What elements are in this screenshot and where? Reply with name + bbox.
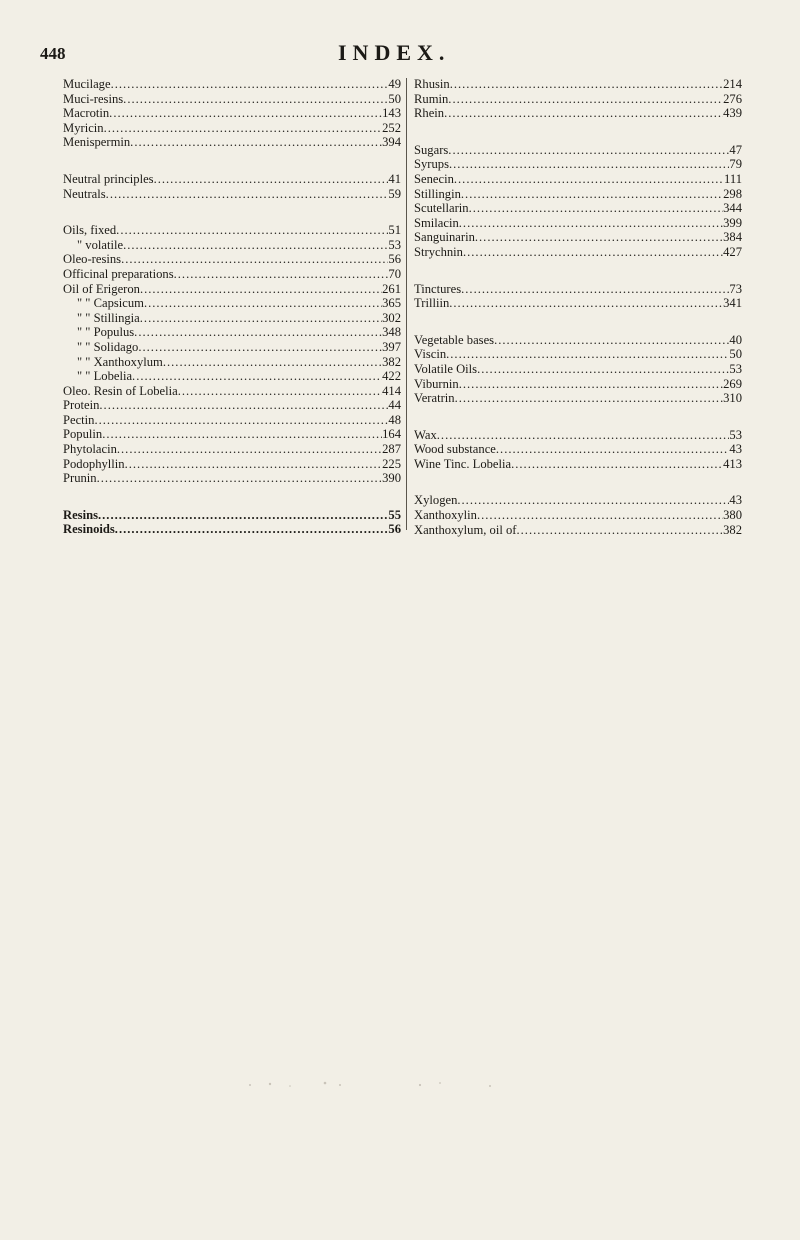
index-term: Smilacin (414, 215, 459, 230)
index-entry (63, 325, 401, 340)
index-entry (63, 282, 401, 297)
leader-dots (138, 340, 382, 355)
index-page-number: 414 (382, 383, 401, 398)
index-page-number: 382 (382, 354, 401, 369)
index-page-number: 53 (729, 427, 742, 442)
index-page-number: 413 (723, 456, 742, 471)
index-column-right (414, 77, 742, 537)
index-term: Volatile Oils (414, 361, 478, 376)
index-page-number: 56 (388, 522, 401, 537)
index-term: Oil of Erigeron (63, 281, 140, 296)
group-spacer (414, 121, 742, 143)
index-page-number: 59 (388, 186, 401, 201)
index-page-number: 382 (723, 522, 742, 537)
index-term: Xanthoxylin (414, 508, 477, 523)
index-entry (414, 442, 742, 457)
index-entry (414, 216, 742, 231)
index-term: Tinctures (414, 281, 462, 296)
index-term: Rumin (414, 91, 449, 106)
index-term: Oleo. Resin of Lobelia (63, 383, 178, 398)
index-entry (414, 106, 742, 121)
index-term: Neutral principles (63, 171, 154, 186)
index-page-number: 269 (723, 376, 742, 391)
index-page-number: 365 (382, 296, 401, 311)
index-entry (414, 172, 742, 187)
index-entry (63, 238, 401, 253)
index-page-number: 47 (729, 142, 742, 157)
index-page-number: 164 (382, 427, 401, 442)
index-term: Resinoids (63, 522, 115, 537)
index-page-number: 55 (388, 507, 401, 522)
index-page-number: 252 (382, 120, 401, 135)
index-entry (414, 333, 742, 348)
group-spacer (414, 471, 742, 493)
index-term: Veratrin (414, 391, 455, 406)
leader-dots (134, 325, 382, 340)
leader-dots (475, 230, 723, 245)
index-term: " " Stillingia (77, 310, 140, 325)
index-page-number: 397 (382, 339, 401, 354)
leader-dots (463, 245, 723, 260)
index-page-number: 287 (382, 442, 401, 457)
index-page-number: 41 (388, 171, 401, 186)
leader-dots (496, 442, 730, 457)
index-entry (414, 362, 742, 377)
leader-dots (123, 238, 388, 253)
index-term: " " Capsicum (77, 296, 144, 311)
leader-dots (109, 106, 382, 121)
index-page-number: 53 (729, 361, 742, 376)
index-entry (414, 296, 742, 311)
group-spacer (414, 406, 742, 428)
index-term: Sanguinarin (414, 230, 475, 245)
index-term: Wax (414, 427, 437, 442)
index-entry (414, 377, 742, 392)
index-term: Neutrals (63, 186, 106, 201)
index-entry (414, 143, 742, 158)
leader-dots (449, 157, 729, 172)
leader-dots (130, 135, 382, 150)
index-page-number: 56 (388, 252, 401, 267)
index-entry (414, 201, 742, 216)
leader-dots (98, 508, 388, 523)
index-term: Xanthoxylum, oil of (414, 522, 517, 537)
leader-dots (125, 457, 383, 472)
index-page-number: 43 (729, 442, 742, 457)
index-entry (63, 223, 401, 238)
index-entry (63, 311, 401, 326)
leader-dots (111, 77, 389, 92)
index-term: Rhusin (414, 77, 450, 91)
leader-dots (455, 391, 724, 406)
index-page-number: 48 (388, 412, 401, 427)
index-page-number: 261 (382, 281, 401, 296)
index-page-number: 73 (729, 281, 742, 296)
index-term: Rhein (414, 106, 445, 121)
index-entry (414, 282, 742, 297)
index-term: Sugars (414, 142, 449, 157)
index-entry (63, 369, 401, 384)
index-page-number: 79 (729, 157, 742, 172)
leader-dots (511, 457, 723, 472)
index-term: Wine Tinc. Lobelia (414, 456, 512, 471)
index-entry (63, 427, 401, 442)
leader-dots (140, 282, 382, 297)
index-term: Pectin (63, 412, 95, 427)
index-term: Oils, fixed (63, 223, 117, 238)
index-entry (414, 508, 742, 523)
index-page-number: 70 (388, 266, 401, 281)
index-page-number: 49 (388, 77, 401, 91)
leader-dots (97, 471, 383, 486)
index-page-number: 40 (729, 332, 742, 347)
leader-dots (116, 223, 388, 238)
index-entry (63, 172, 401, 187)
index-entry (414, 457, 742, 472)
index-term: Vegetable bases (414, 332, 495, 347)
index-page-number: 380 (723, 508, 742, 523)
leader-dots (454, 172, 724, 187)
group-spacer (414, 311, 742, 333)
index-term: Phytolacin (63, 442, 117, 457)
index-entry (63, 77, 401, 92)
index-term: Protein (63, 398, 100, 413)
leader-dots (446, 347, 729, 362)
leader-dots (178, 384, 382, 399)
index-entry (414, 493, 742, 508)
leader-dots (494, 333, 729, 348)
index-entry (63, 522, 401, 537)
leader-dots (477, 508, 723, 523)
leader-dots (450, 77, 723, 92)
leader-dots (94, 413, 388, 428)
index-term: " volatile (77, 237, 124, 252)
column-divider (406, 78, 407, 530)
index-entry (63, 187, 401, 202)
index-page-number: 51 (388, 223, 401, 238)
index-page-number: 50 (388, 91, 401, 106)
leader-dots (461, 187, 723, 202)
leader-dots (461, 282, 729, 297)
leader-dots (99, 398, 388, 413)
leader-dots (444, 106, 723, 121)
index-entry (63, 135, 401, 150)
page-title: INDEX. (338, 40, 451, 65)
index-entry (63, 384, 401, 399)
leader-dots (117, 442, 382, 457)
index-page-number: 53 (388, 237, 401, 252)
index-entry (414, 391, 742, 406)
index-term: Resins (63, 507, 98, 522)
index-entry (414, 347, 742, 362)
index-entry (63, 252, 401, 267)
leader-dots (477, 362, 729, 377)
index-entry (63, 296, 401, 311)
leader-dots (132, 369, 382, 384)
index-page-number: 298 (723, 186, 742, 201)
index-entry (414, 77, 742, 92)
index-page-number: 399 (723, 215, 742, 230)
leader-dots (449, 296, 723, 311)
index-page-number: 50 (729, 347, 742, 362)
index-term: Myricin (63, 120, 104, 135)
index-page-number: 394 (382, 135, 401, 150)
index-term: " " Solidago (77, 339, 139, 354)
leader-dots (437, 428, 730, 443)
index-term: Senecin (414, 171, 454, 186)
index-entry (414, 245, 742, 260)
index-term: Mucilage (63, 77, 111, 91)
index-page-number: 225 (382, 456, 401, 471)
index-term: Podophyllin (63, 456, 125, 471)
leader-dots (469, 201, 724, 216)
index-page-number: 422 (382, 369, 401, 384)
leader-dots (106, 187, 389, 202)
index-entry (63, 413, 401, 428)
leader-dots (123, 92, 388, 107)
leader-dots (517, 523, 724, 538)
index-term: Xylogen (414, 493, 458, 508)
index-term: " " Populus (77, 325, 135, 340)
index-page-number: 302 (382, 310, 401, 325)
index-entry (414, 523, 742, 538)
leader-dots (163, 355, 382, 370)
index-page-number: 439 (723, 106, 742, 121)
index-entry (63, 355, 401, 370)
leader-dots (104, 121, 383, 136)
index-page-number: 111 (724, 171, 742, 186)
leader-dots (459, 377, 723, 392)
index-entry (63, 92, 401, 107)
index-term: Populin (63, 427, 103, 442)
leader-dots (174, 267, 389, 282)
index-term: Muci-resins (63, 91, 124, 106)
index-entry (63, 121, 401, 136)
index-term: " " Lobelia (77, 369, 133, 384)
index-page-number: 310 (723, 391, 742, 406)
index-entry (414, 92, 742, 107)
index-entry (63, 442, 401, 457)
index-entry (63, 457, 401, 472)
leader-dots (144, 296, 382, 311)
group-spacer (63, 150, 401, 172)
group-spacer (414, 260, 742, 282)
index-entry (63, 267, 401, 282)
leader-dots (459, 216, 723, 231)
index-term: Menispermin (63, 135, 131, 150)
index-term: Stillingin (414, 186, 461, 201)
index-term: Viburnin (414, 376, 459, 391)
index-term: Macrotin (63, 106, 110, 121)
index-entry (63, 398, 401, 413)
index-term: Viscin (414, 347, 447, 362)
index-entry (63, 471, 401, 486)
leader-dots (121, 252, 388, 267)
index-term: Oleo-resins (63, 252, 122, 267)
index-entry (414, 187, 742, 202)
index-page-number: 43 (729, 493, 742, 508)
index-page-number: 214 (723, 77, 742, 91)
leader-dots (448, 143, 729, 158)
leader-dots (102, 427, 382, 442)
index-page-number: 384 (723, 230, 742, 245)
index-term: Strychnin (414, 244, 463, 259)
index-term: Syrups (414, 157, 449, 172)
group-spacer (63, 486, 401, 508)
index-page-number: 344 (723, 201, 742, 216)
index-page-number: 143 (382, 106, 401, 121)
print-smudge (230, 1080, 530, 1090)
leader-dots (154, 172, 389, 187)
index-entry (414, 157, 742, 172)
leader-dots (140, 311, 382, 326)
page-number: 448 (40, 44, 66, 63)
index-entry (63, 106, 401, 121)
index-term: Officinal preparations (63, 266, 174, 281)
index-page-number: 341 (723, 296, 742, 311)
group-spacer (63, 201, 401, 223)
index-term: Wood substance (414, 442, 496, 457)
index-entry (63, 340, 401, 355)
index-page-number: 276 (723, 91, 742, 106)
index-column-left (63, 77, 401, 537)
index-page-number: 390 (382, 471, 401, 486)
leader-dots (448, 92, 723, 107)
leader-dots (457, 493, 729, 508)
index-page-number: 44 (388, 398, 401, 413)
index-term: " " Xanthoxylum (77, 354, 163, 369)
index-page-number: 348 (382, 325, 401, 340)
index-entry (414, 230, 742, 245)
index-term: Trilliin (414, 296, 450, 311)
leader-dots (115, 522, 389, 537)
index-term: Prunin (63, 471, 97, 486)
index-page-number: 427 (723, 244, 742, 259)
index-term: Scutellarin (414, 201, 469, 216)
index-entry (63, 508, 401, 523)
index-entry (414, 428, 742, 443)
